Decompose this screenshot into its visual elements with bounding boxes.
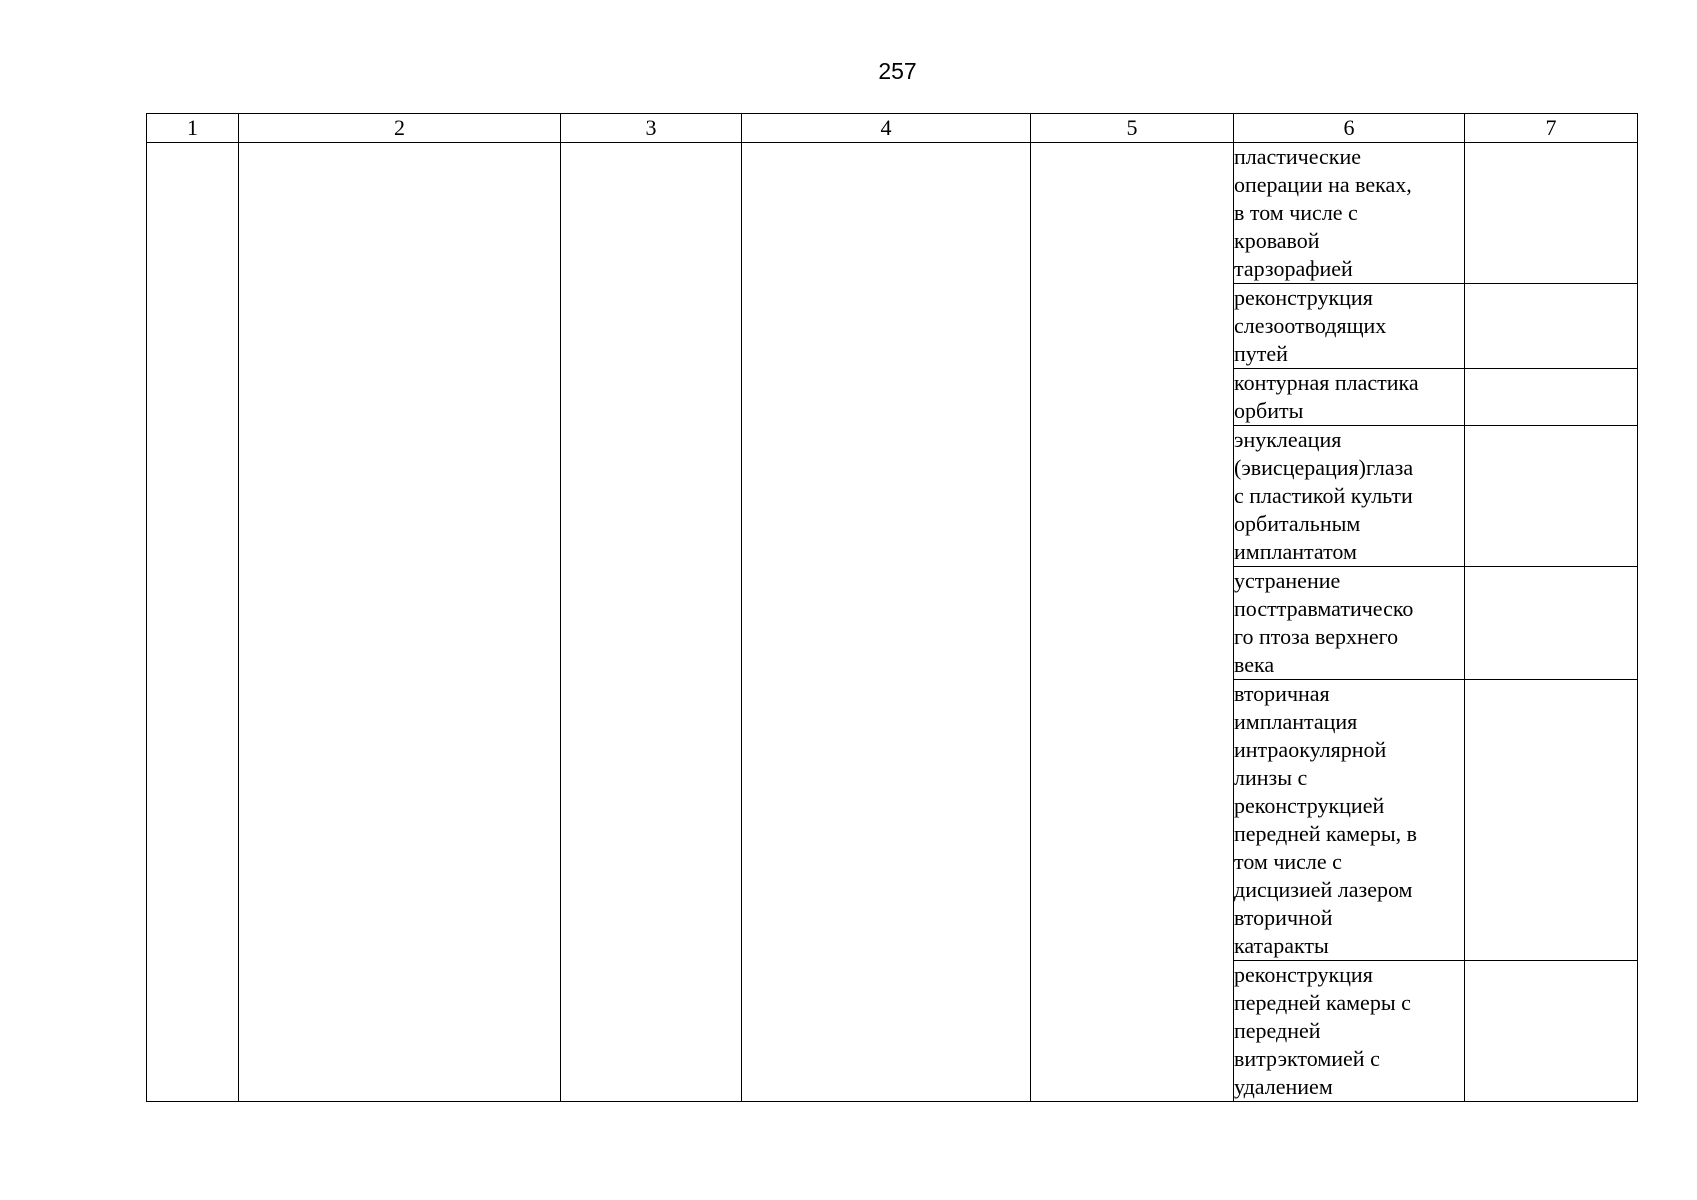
procedure-cell: устранение посттравматическо го птоза верхнего века bbox=[1234, 567, 1465, 680]
page-number: 257 bbox=[878, 58, 917, 84]
column-header-2: 2 bbox=[239, 114, 561, 143]
column-number-row bbox=[147, 114, 1638, 143]
procedure-cell: энуклеация (эвисцерация)глаза с пластикой культи орбитальным имплантатом bbox=[1234, 426, 1465, 567]
cell-col7 bbox=[1465, 426, 1638, 567]
cell-col2 bbox=[239, 143, 561, 1102]
column-header-5: 5 bbox=[1031, 114, 1234, 143]
cell-col4 bbox=[742, 143, 1031, 1102]
cell-col7 bbox=[1465, 284, 1638, 369]
column-header-7: 7 bbox=[1465, 114, 1638, 143]
procedure-cell: контурная пластика орбиты bbox=[1234, 369, 1465, 426]
column-header-4: 4 bbox=[742, 114, 1031, 143]
procedures-table bbox=[146, 113, 1638, 1102]
cell-col7 bbox=[1465, 143, 1638, 284]
cell-col7 bbox=[1465, 567, 1638, 680]
cell-col3 bbox=[561, 143, 742, 1102]
cell-col7 bbox=[1465, 680, 1638, 961]
procedure-cell: пластические операции на веках, в том числе с кровавой тарзорафией bbox=[1234, 143, 1465, 284]
column-header-6: 6 bbox=[1234, 114, 1465, 143]
column-header-3: 3 bbox=[561, 114, 742, 143]
cell-col7 bbox=[1465, 961, 1638, 1102]
procedure-cell: реконструкция передней камеры с передней витрэктомией с удалением bbox=[1234, 961, 1465, 1102]
column-header-1: 1 bbox=[147, 114, 239, 143]
cell-col5 bbox=[1031, 143, 1234, 1102]
cell-col1 bbox=[147, 143, 239, 1102]
table-row bbox=[147, 143, 1638, 284]
procedure-cell: реконструкция слезоотводящих путей bbox=[1234, 284, 1465, 369]
procedure-cell: вторичная имплантация интраокулярной линзы с реконструкцией передней камеры, в том числе с дисцизией лазером вторичной катаракты bbox=[1234, 680, 1465, 961]
cell-col7 bbox=[1465, 369, 1638, 426]
